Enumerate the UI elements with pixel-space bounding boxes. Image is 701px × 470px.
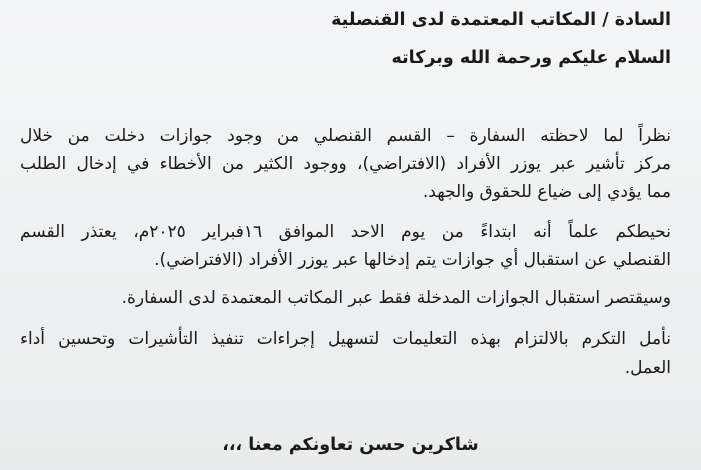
paragraph-3-line-1: وسيقتصر استقبال الجوازات المدخلة فقط عبر المكاتب المعتمدة لدى السفارة. bbox=[121, 288, 671, 308]
paragraph-1-line-1: نظراً لما لاحظته السفارة – القسم القنصلي من وجود جوازات دخلت من خلال bbox=[20, 126, 671, 146]
greeting-line: السلام عليكم ورحمة الله وبركاته bbox=[391, 48, 671, 68]
paragraph-2-line-2: القنصلي عن استقبال أي جوازات يتم إدخالها عبر يوزر الأفراد (الافتراضي). bbox=[154, 250, 671, 270]
paragraph-4-line-1: نأمل التكرم بالالتزام بهذه التعليمات لتسهيل إجراءات تنفيذ التأشيرات وتحسين أداء bbox=[20, 329, 671, 349]
paragraph-2-line-1: نحيطكم علماً أنه ابتداءً من يوم الاحد الموافق ١٦فبراير ٢٠٢٥م، يعتذر القسم bbox=[20, 222, 672, 242]
addressee-line: السادة / المكاتب المعتمدة لدى القنصلية bbox=[331, 10, 671, 30]
paragraph-4-line-2: العمل. bbox=[624, 358, 671, 378]
closing-line: شاكرين حسن تعاونكم معنا ،،، bbox=[222, 435, 479, 455]
paragraph-1-line-3: مما يؤدي إلى ضياع للحقوق والجهد. bbox=[422, 182, 671, 202]
paragraph-1-line-2: مركز تأشير عبر يوزر الأفراد (الافتراضي)، ووجود الكثير من الأخطاء في إدخال الطلب bbox=[20, 154, 671, 174]
